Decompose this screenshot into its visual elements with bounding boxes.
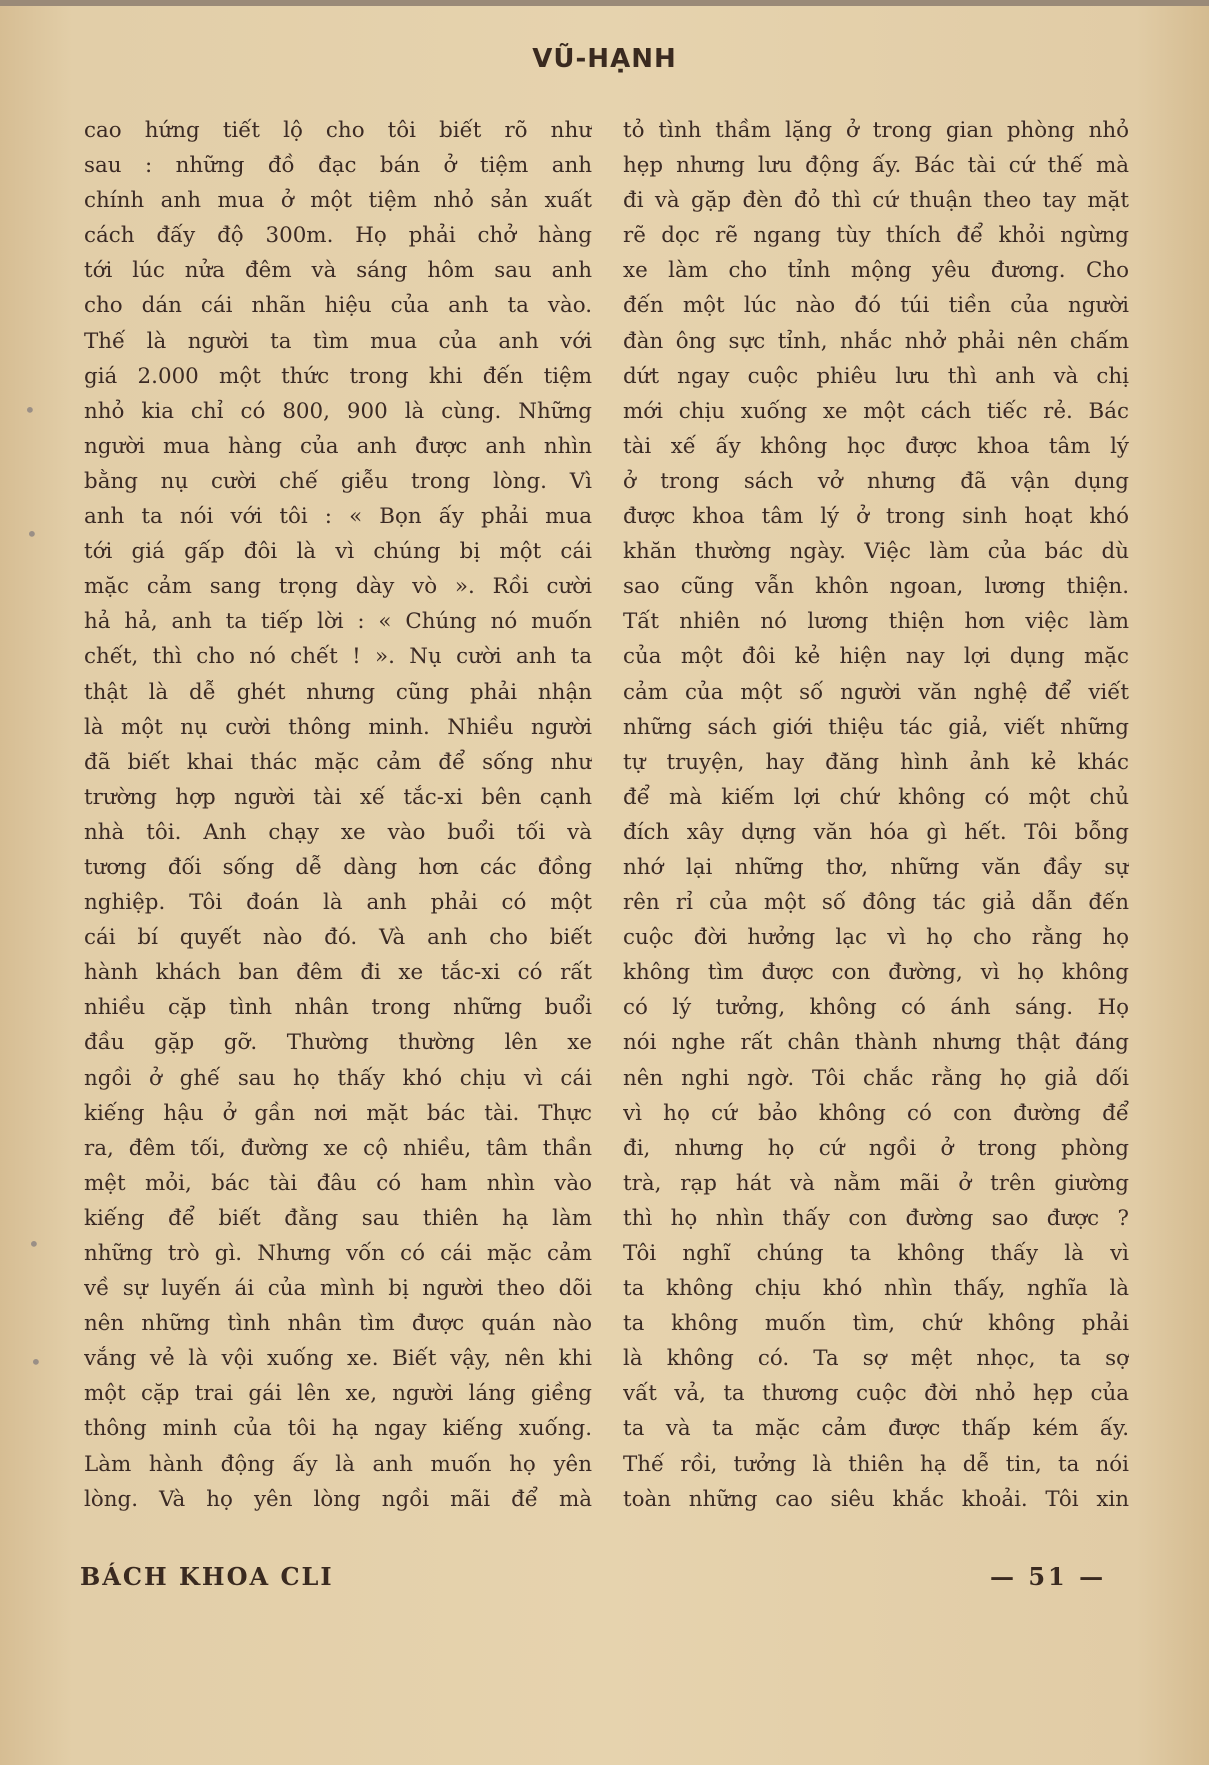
left-text-column (84, 113, 592, 1517)
text-line: đầu gặp gỡ. Thường thường lên xe (84, 1030, 592, 1056)
text-line: người mua hàng của anh được anh nhìn (84, 433, 592, 459)
text-line: hành khách ban đêm đi xe tắc-xi có rất (84, 960, 592, 986)
text-line: Tất nhiên nó lương thiện hơn việc làm (623, 609, 1129, 635)
text-line: xe làm cho tỉnh mộng yêu đương. Cho (623, 258, 1129, 284)
text-line: hả hả, anh ta tiếp lời : « Chúng nó muốn (84, 609, 592, 635)
text-line: sau : những đồ đạc bán ở tiệm anh (84, 153, 592, 179)
text-line: nhỏ kia chỉ có 800, 900 là cùng. Những (84, 398, 592, 424)
text-line: thì họ nhìn thấy con đường sao được ? (623, 1205, 1129, 1231)
right-text-column (623, 113, 1129, 1517)
text-line: chính anh mua ở một tiệm nhỏ sản xuất (84, 188, 592, 214)
text-line: được khoa tâm lý ở trong sinh hoạt khó (623, 504, 1129, 530)
text-line: có lý tưởng, không có ánh sáng. Họ (623, 995, 1129, 1021)
text-line: để mà kiếm lợi chứ không có một chủ (623, 784, 1129, 810)
text-line: toàn những cao siêu khắc khoải. Tôi xin (623, 1486, 1129, 1512)
text-line: tới lúc nửa đêm và sáng hôm sau anh (84, 258, 592, 284)
text-line: nhiều cặp tình nhân trong những buổi (84, 995, 592, 1021)
text-line: ngồi ở ghế sau họ thấy khó chịu vì cái (84, 1065, 592, 1091)
text-line: ta không muốn tìm, chứ không phải (623, 1311, 1129, 1337)
text-line: đàn ông sực tỉnh, nhắc nhở phải nên chấm (623, 328, 1129, 354)
text-line: cao hứng tiết lộ cho tôi biết rõ như (84, 118, 592, 143)
text-line: nên nghi ngờ. Tôi chắc rằng họ giả dối (623, 1065, 1129, 1091)
text-line: đích xây dựng văn hóa gì hết. Tôi bỗng (623, 819, 1129, 845)
text-line: thông minh của tôi hạ ngay kiếng xuống. (84, 1416, 592, 1442)
text-line: là một nụ cười thông minh. Nhiều người (84, 714, 592, 740)
text-line: Tôi nghĩ chúng ta không thấy là vì (623, 1241, 1129, 1266)
text-line: lòng. Và họ yên lòng ngồi mãi để mà (84, 1486, 592, 1512)
text-line: mặc cảm sang trọng dày vò ». Rồi cười (84, 574, 592, 600)
text-line: chết, thì cho nó chết ! ». Nụ cười anh ta (84, 644, 592, 670)
text-line: rẽ dọc rẽ ngang tùy thích để khỏi ngừng (623, 223, 1129, 249)
text-line: Thế là người ta tìm mua của anh với (84, 328, 592, 354)
text-line: của một đôi kẻ hiện nay lợi dụng mặc (623, 644, 1129, 670)
text-line: sao cũng vẫn khôn ngoan, lương thiện. (623, 574, 1129, 600)
text-line: về sự luyến ái của mình bị người theo dõi (84, 1276, 592, 1302)
text-line: đi và gặp đèn đỏ thì cứ thuận theo tay mặt (623, 188, 1129, 214)
text-line: những trò gì. Nhưng vốn có cái mặc cảm (84, 1241, 592, 1266)
text-line: dứt ngay cuộc phiêu lưu thì anh và chị (623, 363, 1129, 389)
text-line: cái bí quyết nào đó. Và anh cho biết (84, 925, 592, 951)
text-line: giá 2.000 một thức trong khi đến tiệm (84, 363, 592, 389)
text-line: mới chịu xuống xe một cách tiếc rẻ. Bác (623, 398, 1129, 424)
text-line: mệt mỏi, bác tài đâu có ham nhìn vào (84, 1170, 592, 1196)
text-line: rên rỉ của một số đông tác giả dẫn đến (623, 890, 1129, 916)
text-line: vất vả, ta thương cuộc đời nhỏ hẹp của (623, 1381, 1129, 1407)
text-line: nhà tôi. Anh chạy xe vào buổi tối và (84, 819, 592, 845)
text-line: đến một lúc nào đó túi tiền của người (623, 293, 1129, 319)
text-line: nên những tình nhân tìm được quán nào (84, 1311, 592, 1337)
text-line: ra, đêm tối, đường xe cộ nhiều, tâm thần (84, 1135, 592, 1161)
text-line: những sách giới thiệu tác giả, viết những (623, 714, 1129, 740)
text-line: tương đối sống dễ dàng hơn các đồng (84, 854, 592, 880)
text-line: kiếng hậu ở gần nơi mặt bác tài. Thực (84, 1100, 592, 1126)
text-line: tỏ tình thầm lặng ở trong gian phòng nhỏ (623, 118, 1129, 143)
text-line: tới giá gấp đôi là vì chúng bị một cái (84, 539, 592, 565)
text-line: không tìm được con đường, vì họ không (623, 960, 1129, 986)
text-line: cuộc đời hưởng lạc vì họ cho rằng họ (623, 925, 1129, 951)
margin-mark-icon: • (30, 1350, 42, 1374)
running-header: VŨ-HẠNH (532, 44, 677, 74)
text-line: hẹp nhưng lưu động ấy. Bác tài cứ thế mà (623, 153, 1129, 179)
text-line: anh ta nói với tôi : « Bọn ấy phải mua (84, 504, 592, 530)
text-line: trà, rạp hát và nằm mãi ở trên giường (623, 1170, 1129, 1196)
text-line: nhớ lại những thơ, những văn đầy sự (623, 854, 1129, 880)
text-line: trường hợp người tài xế tắc-xi bên cạnh (84, 784, 592, 810)
text-line: ở trong sách vở nhưng đã vận dụng (623, 468, 1129, 494)
text-line: khăn thường ngày. Việc làm của bác dù (623, 539, 1129, 565)
text-line: cách đấy độ 300m. Họ phải chở hàng (84, 223, 592, 249)
text-line: vì họ cứ bảo không có con đường để (623, 1100, 1129, 1126)
text-line: nói nghe rất chân thành nhưng thật đáng (623, 1030, 1129, 1056)
text-line: nghiệp. Tôi đoán là anh phải có một (84, 890, 592, 916)
text-line: Thế rồi, tưởng là thiên hạ dễ tin, ta nói (623, 1451, 1129, 1477)
margin-mark-icon: • (24, 398, 36, 422)
publication-name: BÁCH KHOA CLI (80, 1562, 334, 1591)
text-line: một cặp trai gái lên xe, người láng giềng (84, 1381, 592, 1407)
margin-mark-icon: • (28, 1232, 40, 1256)
text-line: Làm hành động ấy là anh muốn họ yên (84, 1451, 592, 1477)
text-line: là không có. Ta sợ mệt nhọc, ta sợ (623, 1346, 1129, 1372)
text-line: cảm của một số người văn nghệ để viết (623, 679, 1129, 705)
text-line: kiếng để biết đằng sau thiên hạ làm (84, 1205, 592, 1231)
text-line: bằng nụ cười chế giễu trong lòng. Vì (84, 468, 592, 494)
text-line: cho dán cái nhãn hiệu của anh ta vào. (84, 293, 592, 319)
text-line: đi, nhưng họ cứ ngồi ở trong phòng (623, 1135, 1129, 1161)
text-line: đã biết khai thác mặc cảm để sống như (84, 749, 592, 775)
page-number: — 51 — (990, 1562, 1107, 1591)
text-line: ta và ta mặc cảm được thấp kém ấy. (623, 1416, 1129, 1442)
margin-mark-icon: • (26, 522, 38, 546)
text-line: tự truyện, hay đăng hình ảnh kẻ khác (623, 749, 1129, 775)
text-line: vắng vẻ là vội xuống xe. Biết vậy, nên khi (84, 1346, 592, 1372)
text-line: ta không chịu khó nhìn thấy, nghĩa là (623, 1276, 1129, 1302)
text-line: thật là dễ ghét nhưng cũng phải nhận (84, 679, 592, 705)
text-line: tài xế ấy không học được khoa tâm lý (623, 433, 1129, 459)
